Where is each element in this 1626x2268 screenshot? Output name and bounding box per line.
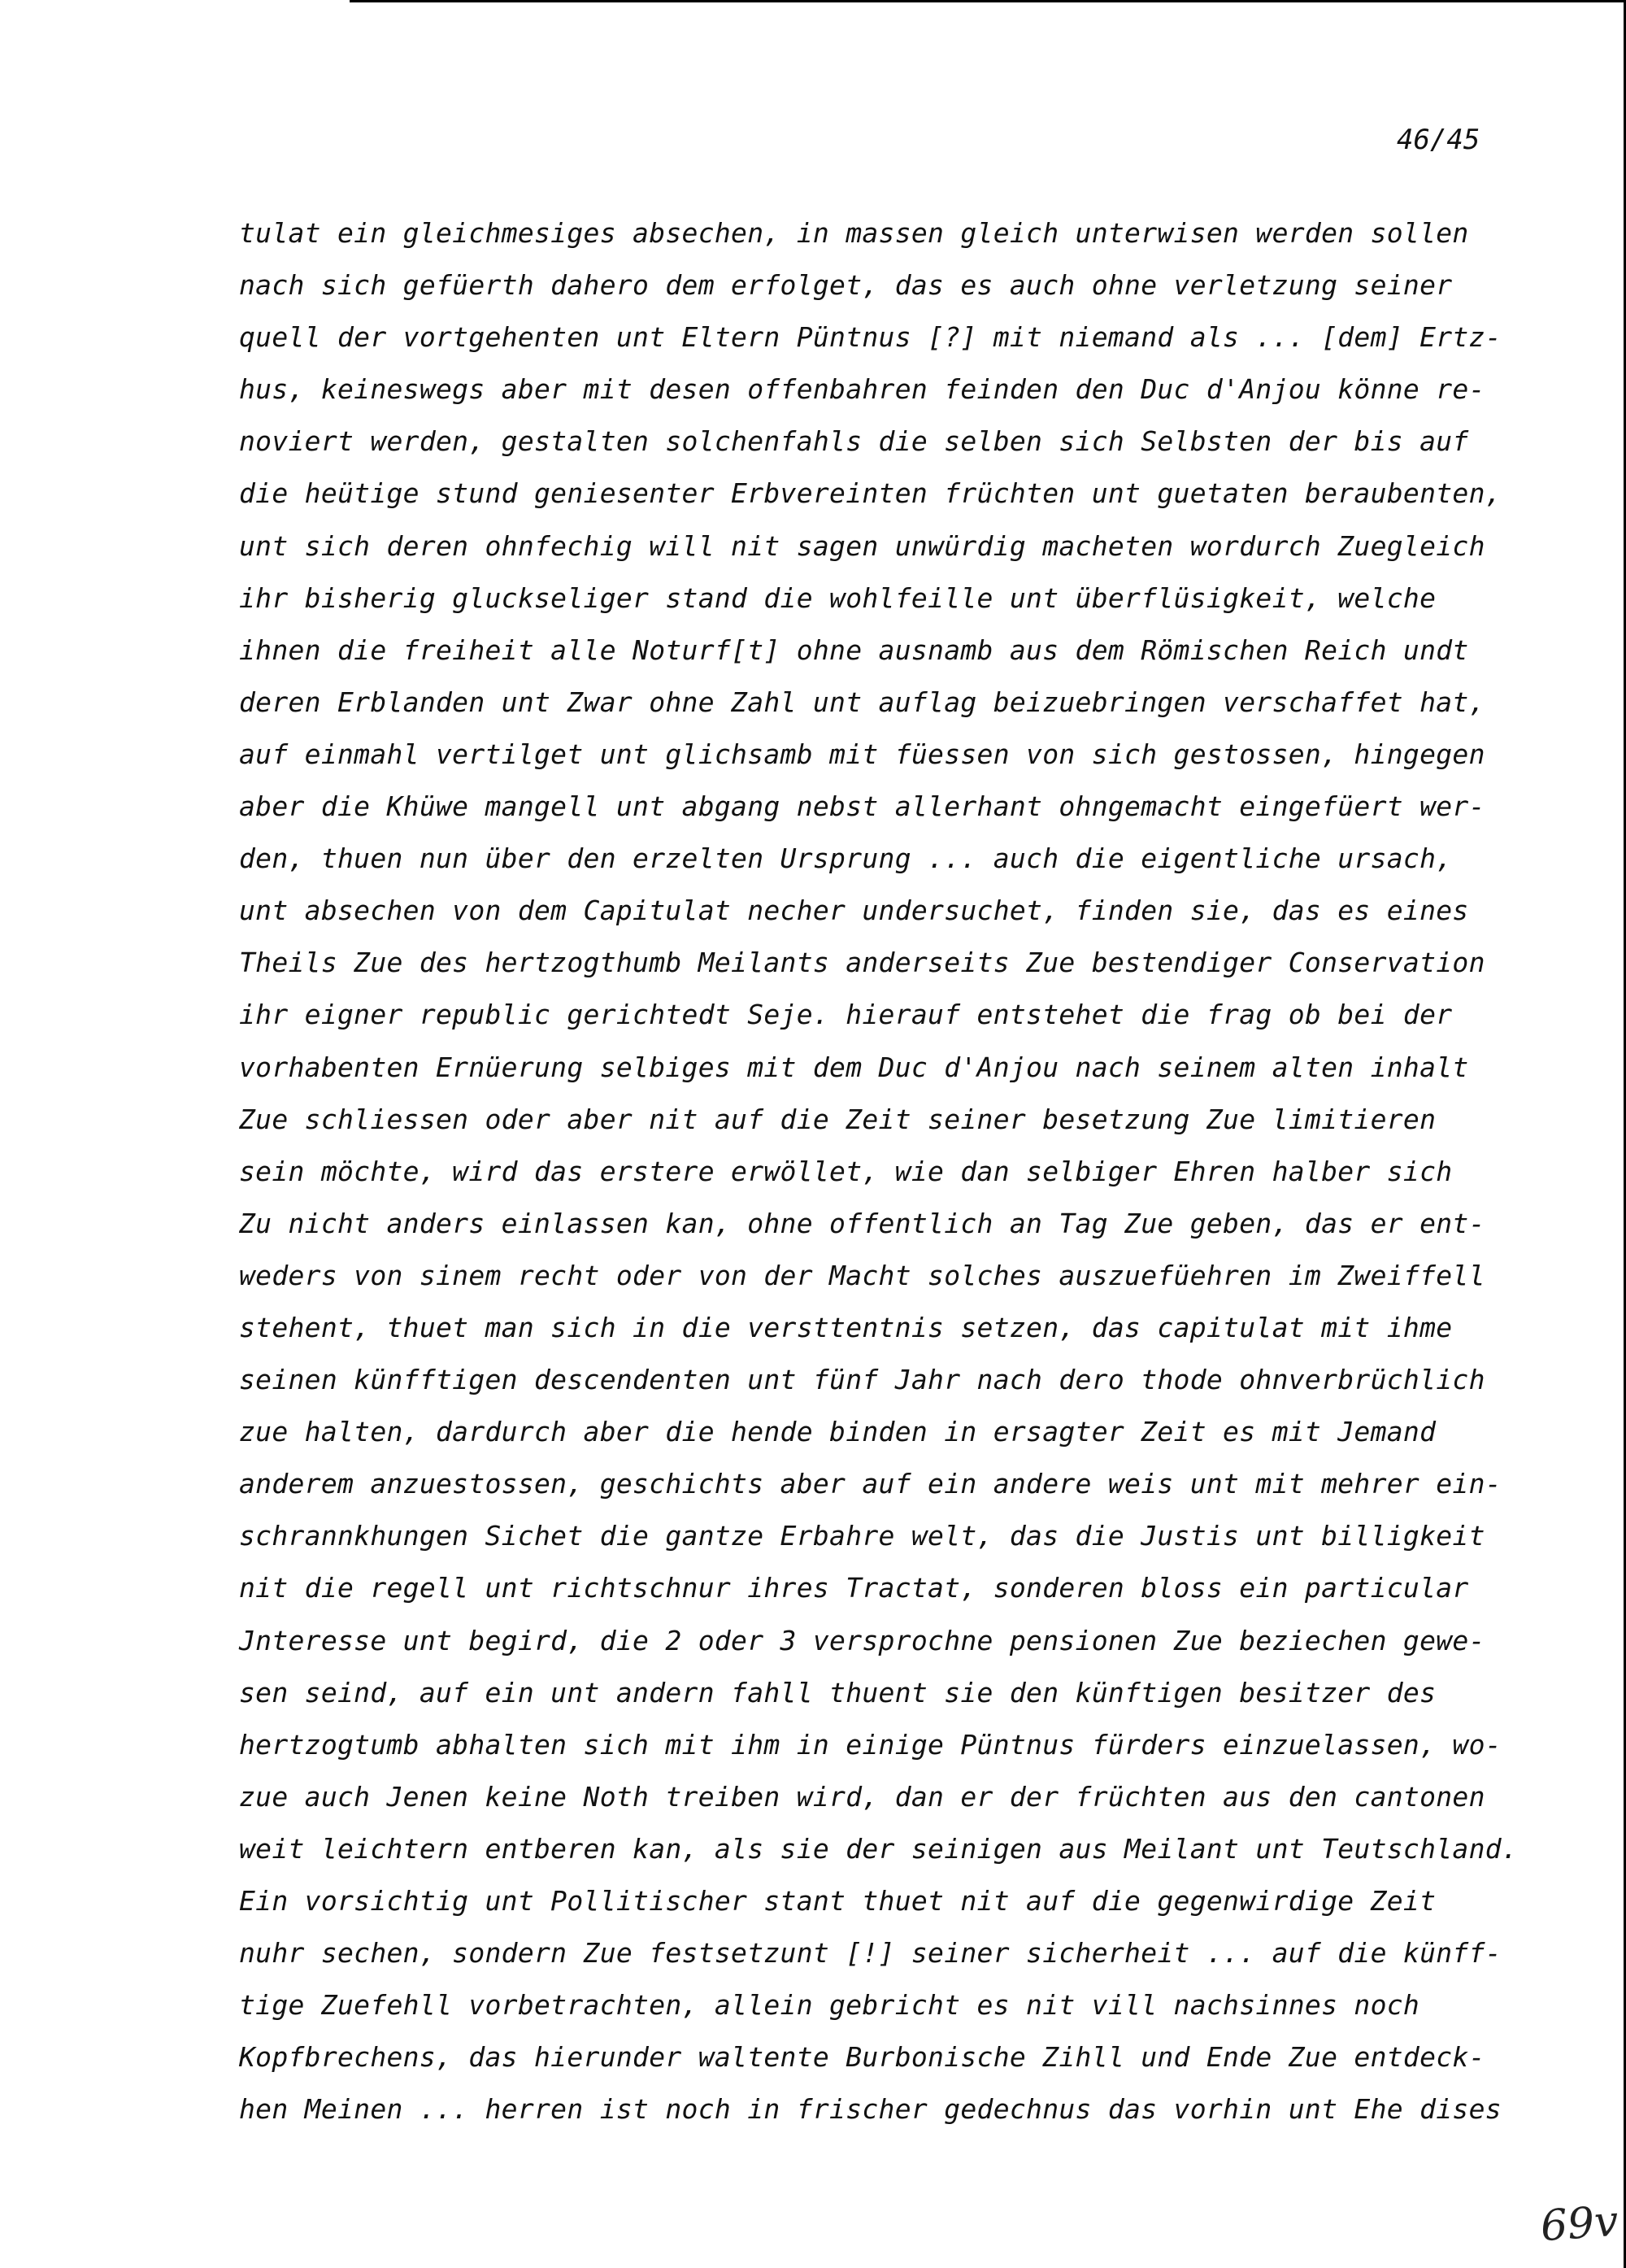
text-line: auf einmahl vertilget unt glichsamb mit füessen von sich gestossen, hingegen [239, 738, 1485, 770]
handwritten-folio-mark: 69v [1539, 2196, 1620, 2252]
text-line: sein möchte, wird das erstere erwöllet, wie dan selbiger Ehren halber sich [239, 1155, 1453, 1187]
text-line: anderem anzuestossen, geschichts aber auf ein andere weis unt mit mehrer ein- [239, 1468, 1502, 1500]
text-line: Zue schliessen oder aber nit auf die Zeit seiner besetzung Zue limitieren [239, 1103, 1437, 1135]
text-line: vorhabenten Ernüerung selbiges mit dem Duc d'Anjou nach seinem alten inhalt [239, 1051, 1469, 1083]
text-line: schrannkhungen Sichet die gantze Erbahre welt, das die Justis unt billigkeit [239, 1520, 1485, 1552]
page-number: 46/45 [1397, 124, 1480, 156]
text-line: Zu nicht anders einlassen kan, ohne offentlich an Tag Zue geben, das er ent- [239, 1207, 1485, 1239]
text-line: Kopfbrechens, das hierunder waltente Burbonische Zihll und Ende Zue entdeck- [239, 2041, 1485, 2074]
text-line: nach sich gefüerth dahero dem erfolget, das es auch ohne verletzung seiner [239, 269, 1453, 302]
text-line: unt absechen von dem Capitulat necher undersuchet, finden sie, das es eines [239, 895, 1469, 927]
typescript-body [239, 207, 1519, 2135]
text-line: hen Meinen ... herren ist noch in frischer gedechnus das vorhin unt Ehe dises [239, 2093, 1502, 2126]
text-line: sen seind, auf ein unt andern fahll thuent sie den künftigen besitzer des [239, 1676, 1437, 1709]
text-line: nuhr sechen, sondern Zue festsetzunt [!] seiner sicherheit ... auf die künff- [239, 1937, 1502, 1970]
text-line: stehent, thuet man sich in die versttentnis setzen, das capitulat mit ihme [239, 1311, 1453, 1343]
text-line: die heütige stund geniesenter Erbvereinten früchten unt guetaten beraubenten, [239, 477, 1502, 510]
text-line: deren Erblanden unt Zwar ohne Zahl unt auflag beizuebringen verschaffet hat, [239, 686, 1485, 718]
text-line: Theils Zue des hertzogthumb Meilants anderseits Zue bestendiger Conservation [239, 947, 1485, 979]
text-line: ihr bisherig gluckseliger stand die wohlfeille unt überflüsigkeit, welche [239, 581, 1437, 614]
text-line: seinen künfftigen descendenten unt fünf Jahr nach dero thode ohnverbrüchlich [239, 1364, 1485, 1396]
text-line: unt sich deren ohnfechig will nit sagen unwürdig macheten wordurch Zuegleich [239, 529, 1485, 562]
text-line: zue auch Jenen keine Noth treiben wird, dan er der früchten aus den cantonen [239, 1780, 1485, 1813]
text-line: Ein vorsichtig unt Pollitischer stant thuet nit auf die gegenwirdige Zeit [239, 1885, 1437, 1917]
text-line: weit leichtern entberen kan, als sie der seinigen aus Meilant unt Teutschland. [239, 1832, 1519, 1865]
text-line: tulat ein gleichmesiges absechen, in massen gleich unterwisen werden sollen [239, 217, 1469, 249]
text-line: weders von sinem recht oder von der Macht solches auszuefüehren im Zweiffell [239, 1259, 1485, 1291]
text-line: tige Zuefehll vorbetrachten, allein gebricht es nit vill nachsinnes noch [239, 1989, 1420, 2022]
text-line: hertzogtumb abhalten sich mit ihm in einige Püntnus fürders einzuelassen, wo- [239, 1728, 1502, 1761]
text-line: ihnen die freiheit alle Noturf[t] ohne ausnamb aus dem Römischen Reich undt [239, 633, 1469, 666]
top-border-line [350, 0, 1626, 2]
text-line: ihr eigner republic gerichtedt Seje. hierauf entstehet die frag ob bei der [239, 999, 1453, 1031]
text-line: aber die Khüwe mangell unt abgang nebst allerhant ohngemacht eingefüert wer- [239, 790, 1485, 823]
text-line: zue halten, dardurch aber die hende binden in ersagter Zeit es mit Jemand [239, 1416, 1437, 1448]
text-line: Jnteresse unt begird, die 2 oder 3 versprochne pensionen Zue beziechen gewe- [239, 1624, 1485, 1656]
text-line: noviert werden, gestalten solchenfahls die selben sich Selbsten der bis auf [239, 425, 1469, 458]
text-line: den, thuen nun über den erzelten Ursprung ... auch die eigentliche ursach, [239, 842, 1453, 875]
text-line: quell der vortgehenten unt Eltern Püntnus [?] mit niemand als ... [dem] Ertz- [239, 321, 1502, 354]
text-line: nit die regell unt richtschnur ihres Tractat, sonderen bloss ein particular [239, 1572, 1469, 1604]
text-line: hus, keineswegs aber mit desen offenbahren feinden den Duc d'Anjou könne re- [239, 373, 1485, 406]
